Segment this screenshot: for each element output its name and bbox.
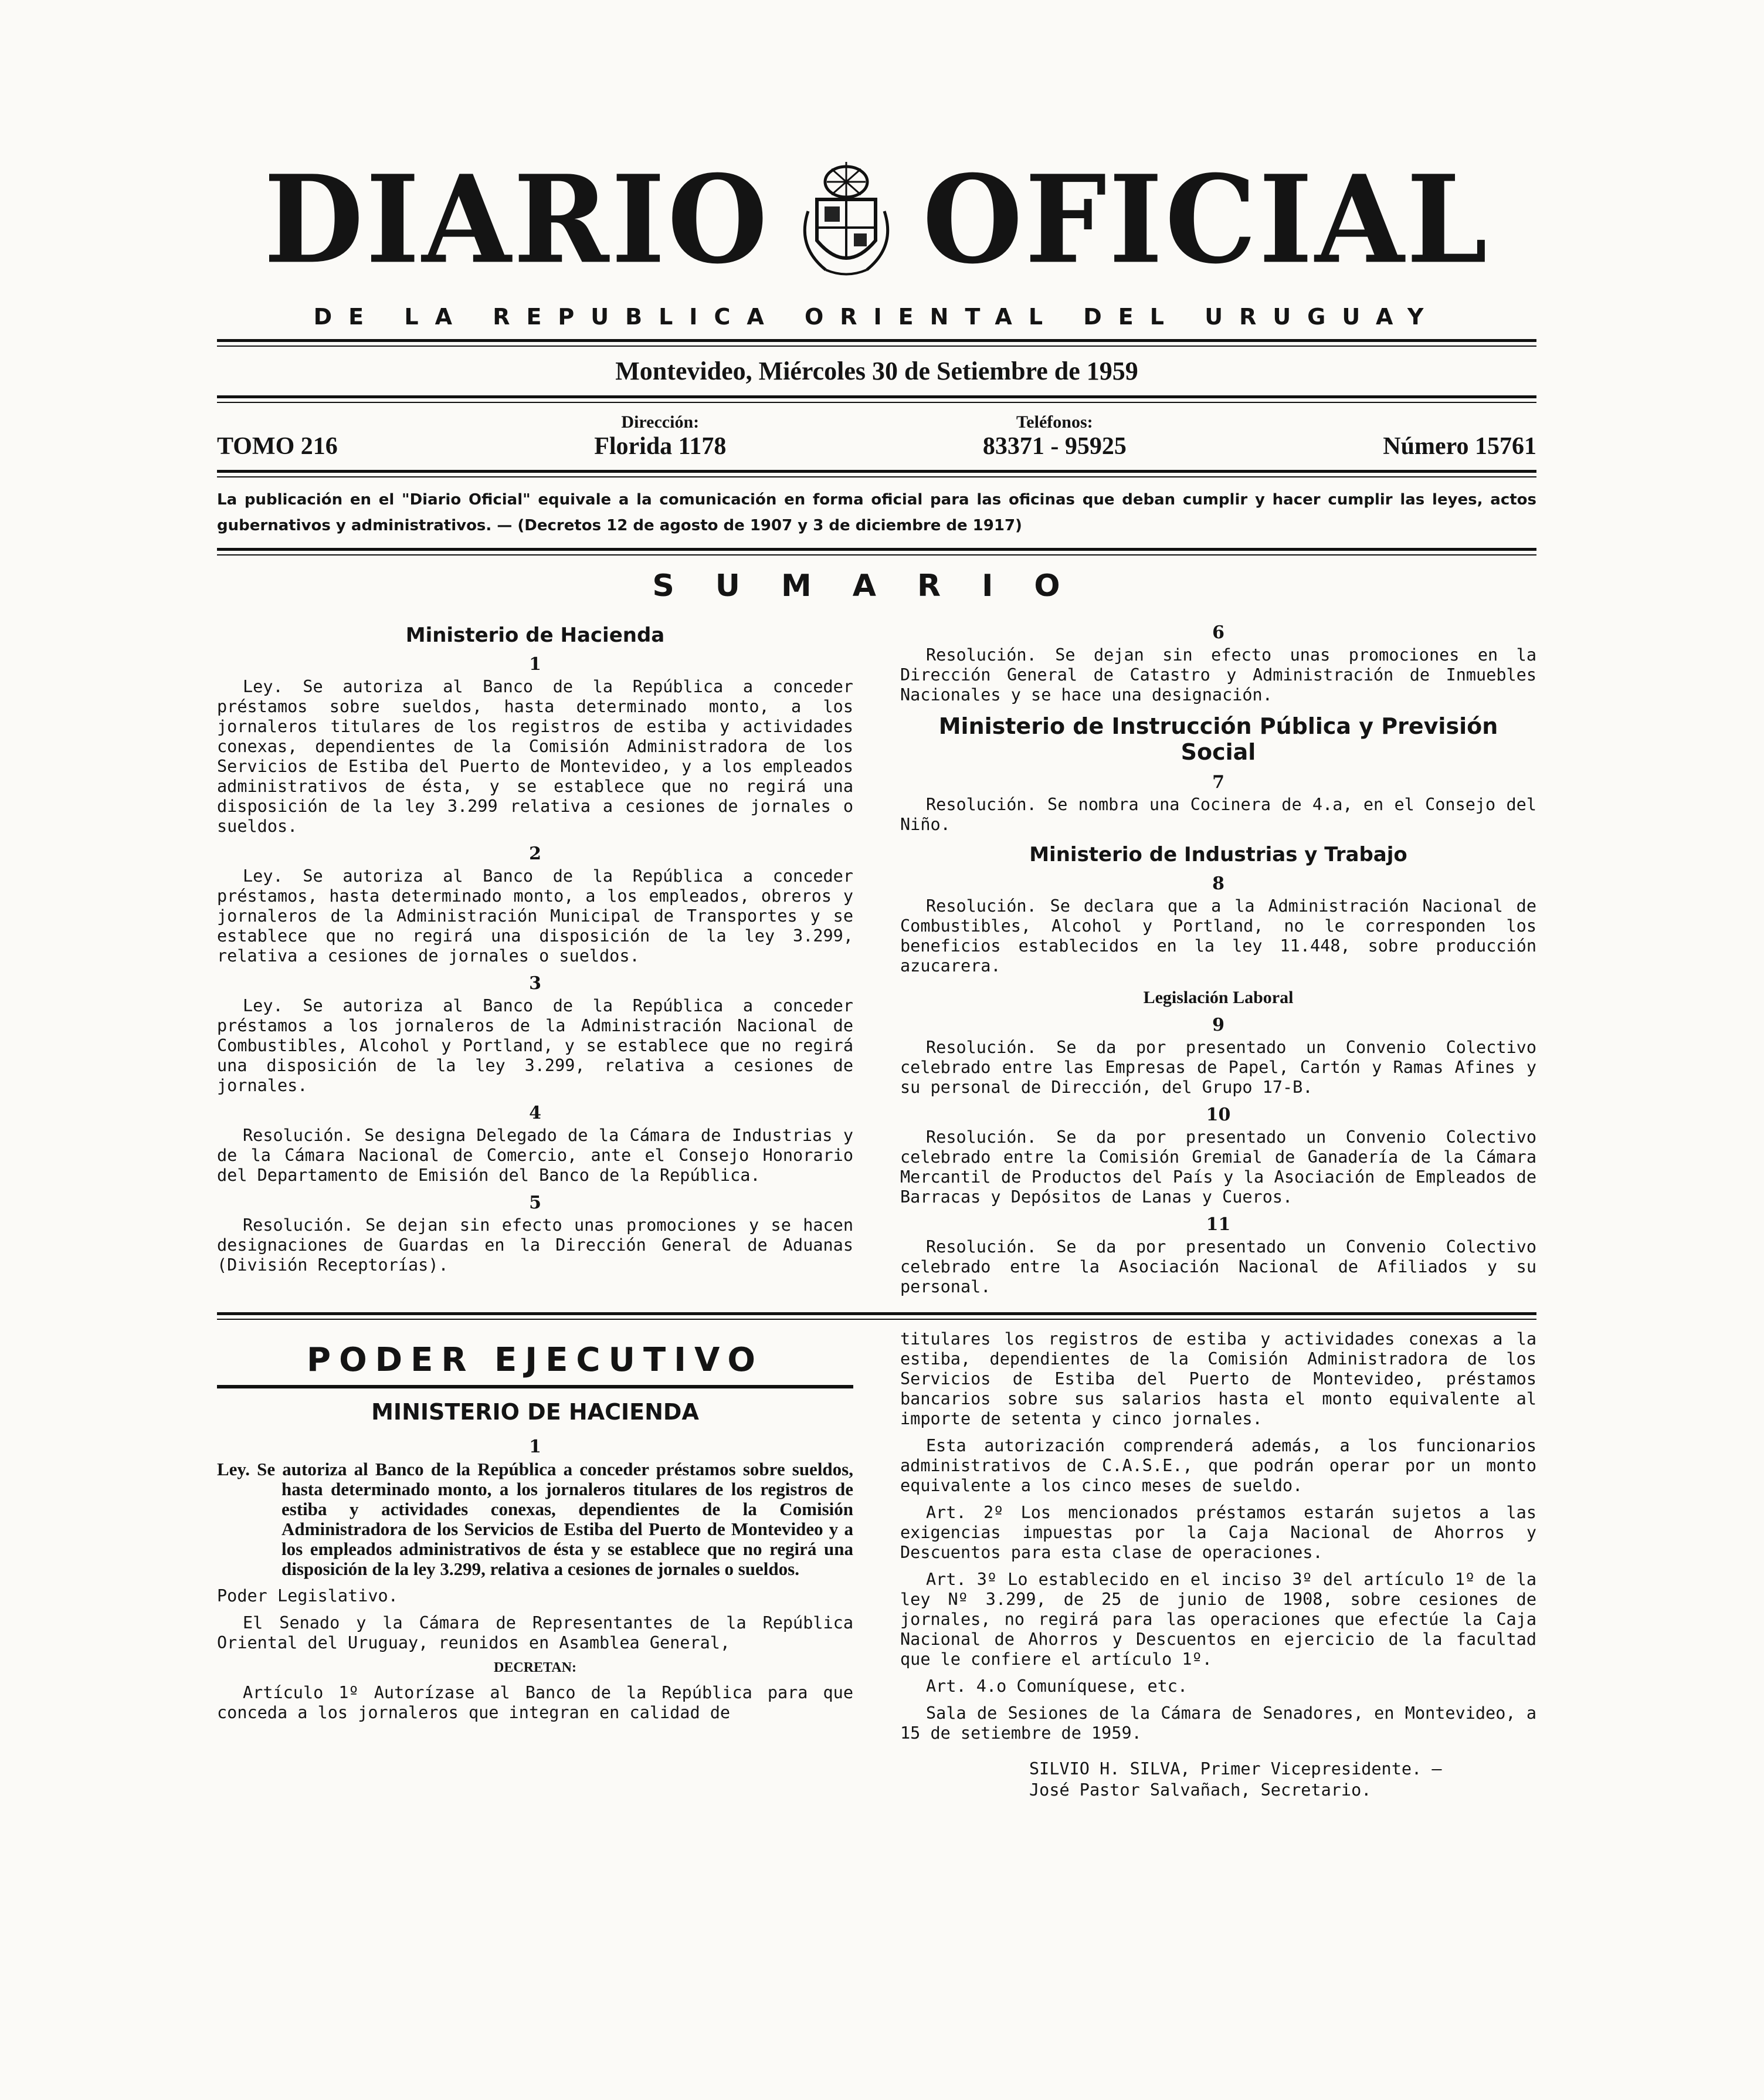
law-summary: Ley. Se autoriza al Banco de la República a conceder préstamos sobre sueldos, hasta determinado monto, a los jornaleros titulares de los registros de estiba y actividades conexas, dependientes de la Comisión Administradora de los Servicios de Estiba del Puerto de Montevideo y a los empleados administrativos de ésta y se establece que no regirá una disposición de la ley 3.299, relativa a cesiones de jornales o sueldos. bbox=[217, 1459, 853, 1579]
telefonos: 83371 - 95925 bbox=[982, 433, 1127, 460]
item-number: 3 bbox=[529, 973, 541, 994]
decretan: DECRETAN: bbox=[494, 1660, 576, 1675]
section-heading: Ministerio de Instrucción Pública y Previsión Social bbox=[938, 713, 1498, 765]
subsection-heading: Legislación Laboral bbox=[1143, 988, 1294, 1007]
item-text: Resolución. Se da por presentado un Convenio Colectivo celebrado entre la Asociación Nacional de Afiliados y su personal. bbox=[900, 1237, 1536, 1296]
telefonos-label: Teléfonos: bbox=[1016, 412, 1093, 432]
article-4: Art. 4.o Comuníquese, etc. bbox=[926, 1676, 1188, 1696]
issue-number: Número 15761 bbox=[1383, 433, 1536, 460]
item-text: Resolución. Se dejan sin efecto unas promociones en la Dirección General de Catastro y Administración de Inmuebles Nacionales y se hace una designación. bbox=[900, 645, 1536, 704]
direccion: Florida 1178 bbox=[594, 433, 727, 460]
signature-block bbox=[900, 1759, 1536, 1801]
coat-of-arms-icon bbox=[791, 158, 902, 282]
divider bbox=[217, 1312, 1536, 1320]
item-text: Resolución. Se declara que a la Administración Nacional de Combustibles, Alcohol y Portland, no le corresponden los beneficios establecidos en la ley 11.448, sobre producción azucarera. bbox=[900, 896, 1536, 976]
item-number: 10 bbox=[1206, 1105, 1231, 1125]
item-text: Resolución. Se nombra una Cocinera de 4.a, en el Consejo del Niño. bbox=[900, 795, 1536, 834]
masthead-subtitle: DE LA REPUBLICA ORIENTAL DEL URUGUAY bbox=[313, 304, 1440, 330]
item-text: Resolución. Se designa Delegado de la Cámara de Industrias y de la Cámara Nacional de Comercio, ante el Consejo Honorario del Departamento de Emisión del Banco de la República. bbox=[217, 1126, 853, 1185]
divider bbox=[217, 548, 1536, 556]
item-number: 5 bbox=[529, 1193, 541, 1213]
signature-secretario: José Pastor Salvañach, Secretario. bbox=[1029, 1780, 1372, 1800]
item-number: 9 bbox=[1212, 1015, 1224, 1035]
article-2: Art. 2º Los mencionados préstamos estarán sujetos a las exigencias impuestas por la Caja Nacional de Ahorros y Descuentos para esta clase de operaciones. bbox=[900, 1503, 1536, 1562]
tomo: TOMO 216 bbox=[217, 433, 338, 460]
item-number: 1 bbox=[529, 654, 541, 675]
legal-notice: La publicación en el "Diario Oficial" equivale a la comunicación en forma oficial para las oficinas que deban cumplir y hacer cumplir las leyes, actos gubernativos y administrativos. — (Decretos 12 de agosto de 1907 y 3 de diciembre de 1917) bbox=[217, 491, 1536, 534]
item-number: 6 bbox=[1212, 622, 1224, 643]
sumario-left-column bbox=[217, 615, 853, 1297]
sumario-item bbox=[217, 844, 853, 966]
masthead-left-word: DIARIO bbox=[263, 149, 770, 291]
poder-legislativo: Poder Legislativo. bbox=[217, 1586, 398, 1606]
item-number: 2 bbox=[529, 844, 541, 864]
item-number: 8 bbox=[1212, 873, 1224, 894]
dateline: Montevideo, Miércoles 30 de Setiembre de 1959 bbox=[615, 357, 1138, 385]
sumario-right-column bbox=[900, 615, 1536, 1297]
item-number: 11 bbox=[1206, 1214, 1231, 1235]
masthead-right-word: OFICIAL bbox=[922, 149, 1490, 291]
section-heading: Ministerio de Industrias y Trabajo bbox=[1029, 843, 1407, 866]
article-1-continuation: titulares los registros de estiba y actividades conexas a la estiba, dependientes de la Comisión Administradora de los Servicios de Estiba del Puerto de Montevideo, préstamos bancarios sobre sus salarios hasta el monto equivalente al importe de setenta y cinco jornales. bbox=[900, 1329, 1536, 1428]
sumario-title: SUMARIO bbox=[652, 568, 1101, 604]
article-1-start: Artículo 1º Autorízase al Banco de la República para que conceda a los jornaleros que integran en calidad de bbox=[217, 1683, 853, 1722]
signature-vicepresidente: SILVIO H. SILVA, Primer Vicepresidente. — bbox=[1029, 1759, 1442, 1779]
item-text: Resolución. Se da por presentado un Convenio Colectivo celebrado entre la Comisión Gremial de Ganadería de la Cámara Mercantil de Productos del País y la Asociación de Empleados de Barracas y Depósitos de Lanas y Cueros. bbox=[900, 1127, 1536, 1207]
divider bbox=[217, 339, 1536, 347]
ministerio-heading: MINISTERIO DE HACIENDA bbox=[371, 1399, 699, 1425]
sumario-item bbox=[217, 973, 853, 1096]
poder-right-column bbox=[900, 1329, 1536, 1801]
article-3: Art. 3º Lo establecido en el inciso 3º del artículo 1º de la ley Nº 3.299, de 25 de junio de 1908, sobre cesiones de jornales, no regirá para las operaciones que efectúe la Caja Nacional de Ahorros y Descuentos en ejercicio de la facultad que le confiere el artículo 1º. bbox=[900, 1570, 1536, 1669]
poder-left-column bbox=[217, 1329, 853, 1801]
item-text: Resolución. Se dejan sin efecto unas promociones y se hacen designaciones de Guardas en la Dirección General de Aduanas (División Receptorías). bbox=[217, 1215, 853, 1275]
sala-de-sesiones: Sala de Sesiones de la Cámara de Senadores, en Montevideo, a 15 de setiembre de 1959. bbox=[900, 1703, 1536, 1743]
sumario-columns bbox=[217, 615, 1536, 1297]
section-heading: Ministerio de Hacienda bbox=[405, 624, 665, 647]
item-number: 7 bbox=[1212, 772, 1224, 792]
poder-ejecutivo-title: PODER EJECUTIVO bbox=[307, 1341, 764, 1379]
item-number: 4 bbox=[529, 1103, 541, 1123]
info-bar bbox=[217, 412, 1536, 460]
divider bbox=[217, 1385, 853, 1388]
item-text: Resolución. Se da por presentado un Convenio Colectivo celebrado entre las Empresas de Papel, Cartón y Ramas Afines y su personal de Dirección, del Grupo 17-B. bbox=[900, 1038, 1536, 1097]
senado-text: El Senado y la Cámara de Representantes de la República Oriental del Uruguay, reunidos en Asamblea General, bbox=[217, 1613, 853, 1652]
direccion-label: Dirección: bbox=[621, 412, 700, 432]
newspaper-page bbox=[217, 147, 1536, 1801]
item-text: Ley. Se autoriza al Banco de la República a conceder préstamos a los jornaleros de la Administración Nacional de Combustibles, Alcohol y Portland, y se establece que no regirá una disposición de la ley 3.299, relativa a cesiones de jornales. bbox=[217, 996, 853, 1095]
article-1-paragraph-2: Esta autorización comprenderá además, a los funcionarios administrativos de C.A.S.E., que podrán operar por un monto equivalente a los cinco meses de sueldo. bbox=[900, 1436, 1536, 1495]
masthead bbox=[217, 147, 1536, 293]
divider bbox=[217, 470, 1536, 477]
sumario-item bbox=[217, 1193, 853, 1275]
divider bbox=[217, 395, 1536, 403]
sumario-item bbox=[217, 654, 853, 836]
item-number: 1 bbox=[529, 1437, 541, 1457]
poder-columns bbox=[217, 1329, 1536, 1801]
sumario-item bbox=[217, 1103, 853, 1186]
item-text: Ley. Se autoriza al Banco de la República a conceder préstamos, hasta determinado monto, a los empleados, obreros y jornaleros de la Administración Municipal de Transportes y se establece que no regirá una disposición de la ley 3.299, relativa a cesiones de jornales o sueldos. bbox=[217, 866, 853, 966]
item-text: Ley. Se autoriza al Banco de la República a conceder préstamos sobre sueldos, hasta determinado monto, a los jornaleros titulares de los registros de estiba y actividades conexas, dependientes de la Comisión Administradora de los Servicios de Estiba del Puerto de Montevideo, y a los empleados administrativos de ésta, y se establece que no regirá una disposición de la ley 3.299 relativa a cesiones de jornales o sueldos. bbox=[217, 677, 853, 836]
